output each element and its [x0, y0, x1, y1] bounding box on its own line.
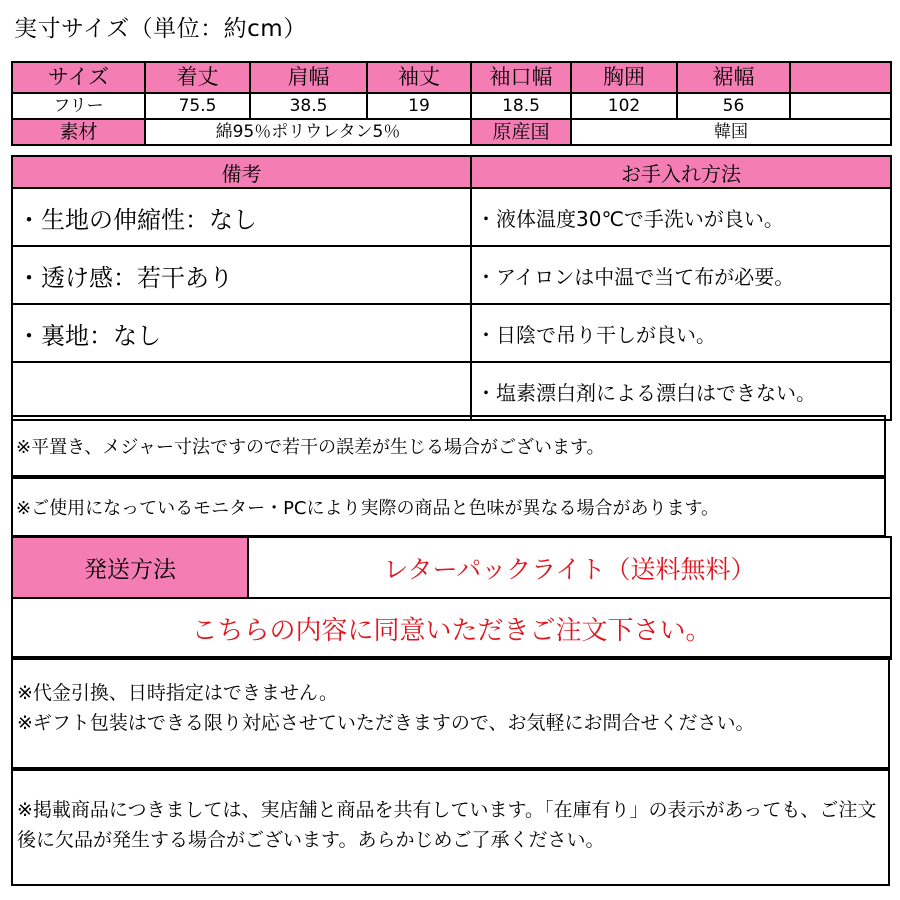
remark-empty: [12, 362, 471, 420]
agree-row: [12, 598, 891, 659]
measurement-note: ※平置き、メジャー寸法ですので若干の誤差が生じる場合がございます。: [11, 415, 886, 477]
size-header-row: [12, 62, 891, 93]
policy-line-cod: ※代金引換、日時指定はできません。: [17, 682, 339, 704]
remarks-care-header-row: [12, 156, 891, 188]
material-row: [12, 119, 891, 145]
list-item: [12, 246, 891, 304]
size-table: [11, 61, 892, 146]
agree-text: こちらの内容に同意いただきご注文下さい。: [12, 598, 891, 659]
material-value: 綿95％ポリウレタン5％: [145, 119, 471, 145]
header-hem: 裾幅: [677, 62, 790, 93]
value-sleeve: 19: [367, 93, 471, 119]
size-value-row: [12, 93, 891, 119]
header-chest: 胸囲: [571, 62, 677, 93]
stock-note: ※掲載商品につきましては、実店舗と商品を共有しています。「在庫有り」の表示があっても、ご注文後に欠品が発生する場合がございます。あらかじめご了承ください。: [11, 769, 890, 886]
shipping-row: [12, 537, 891, 598]
header-cuff: 袖口幅: [471, 62, 571, 93]
value-shoulder: 38.5: [250, 93, 367, 119]
value-empty: [790, 93, 891, 119]
list-item: [12, 188, 891, 246]
header-length: 着丈: [145, 62, 250, 93]
header-size: サイズ: [12, 62, 145, 93]
care-iron: ・アイロンは中温で当て布が必要。: [471, 246, 891, 304]
care-bleach: ・塩素漂白剤による漂白はできない。: [471, 362, 891, 420]
header-sleeve: 袖丈: [367, 62, 471, 93]
value-chest: 102: [571, 93, 677, 119]
header-empty: [790, 62, 891, 93]
shipping-value: レターパックライト（送料無料）: [248, 537, 891, 598]
list-item: [12, 362, 891, 420]
policy-line-gift: ※ギフト包装はできる限り対応させていただきますので、お気軽にお問合せください。: [17, 712, 755, 734]
remark-stretch: ・生地の伸縮性：なし: [12, 188, 471, 246]
remarks-header: 備考: [12, 156, 471, 188]
page-title: 実寸サイズ（単位：約cm）: [14, 16, 307, 42]
list-item: [12, 304, 891, 362]
care-header: お手入れ方法: [471, 156, 891, 188]
origin-value: 韓国: [571, 119, 891, 145]
material-label: 素材: [12, 119, 145, 145]
policy-note: [11, 656, 890, 769]
shipping-label: 発送方法: [12, 537, 248, 598]
value-length: 75.5: [145, 93, 250, 119]
remarks-care-table: [11, 155, 892, 421]
header-shoulder: 肩幅: [250, 62, 367, 93]
color-note: ※ご使用になっているモニター・PCにより実際の商品と色味が異なる場合があります。: [11, 477, 886, 537]
remark-sheer: ・透け感：若干あり: [12, 246, 471, 304]
care-wash: ・液体温度30℃で手洗いが良い。: [471, 188, 891, 246]
remark-lining: ・裏地：なし: [12, 304, 471, 362]
value-size: フリー: [12, 93, 145, 119]
value-cuff: 18.5: [471, 93, 571, 119]
origin-label: 原産国: [471, 119, 571, 145]
care-dry: ・日陰で吊り干しが良い。: [471, 304, 891, 362]
shipping-table: [11, 536, 892, 660]
value-hem: 56: [677, 93, 790, 119]
